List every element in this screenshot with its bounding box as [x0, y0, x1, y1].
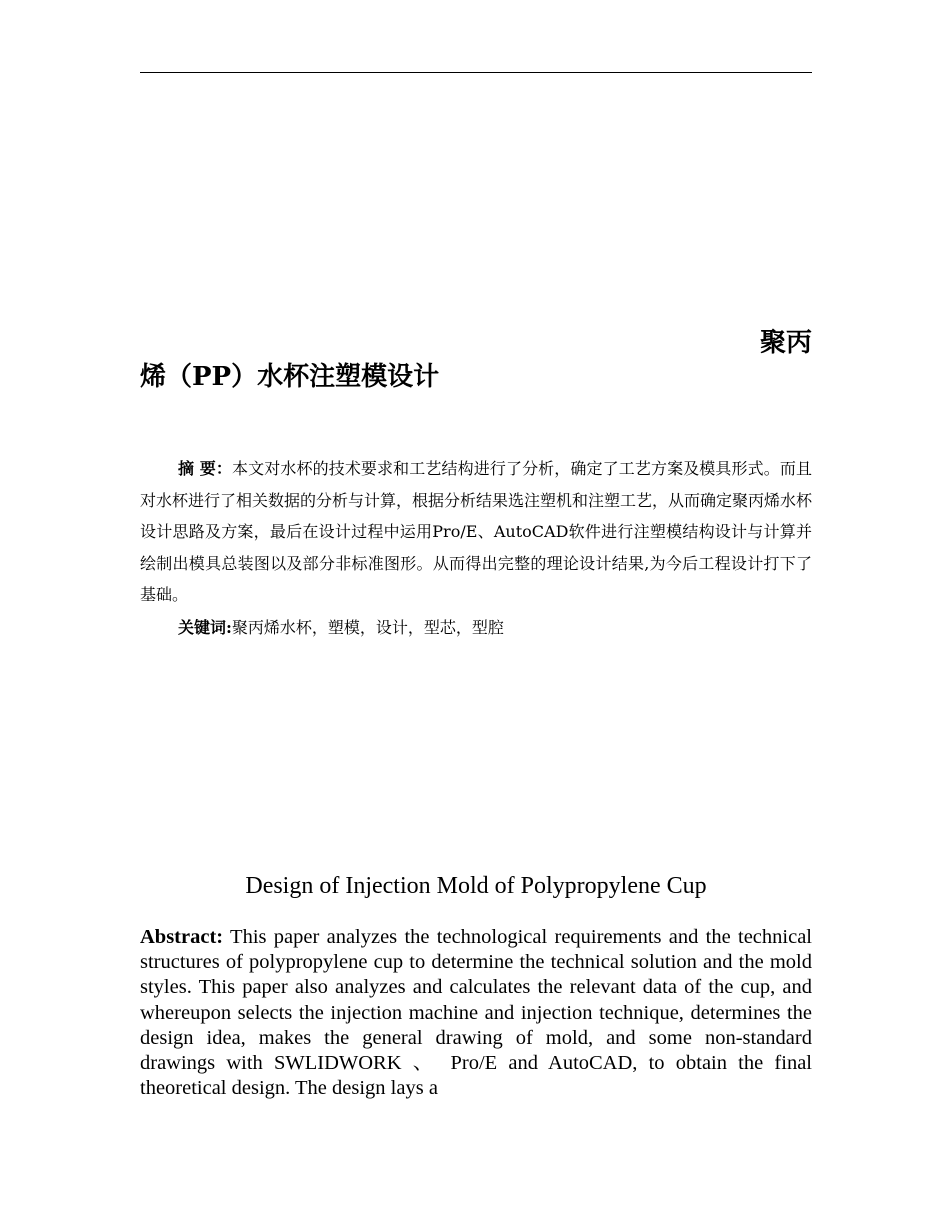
- chinese-abstract-label: 摘 要：: [178, 459, 233, 478]
- chinese-keywords-text: 聚丙烯水杯，塑模，设计，型芯，型腔: [231, 618, 504, 637]
- chinese-abstract-text: 本文对水杯的技术要求和工艺结构进行了分析，确定了工艺方案及模具形式。而且对水杯进行了相关数据的分析与计算，根据分析结果选注塑机和注塑工艺，从而确定聚丙烯水杯设计思路及方案，最后在设计过程中运用Pro/E、AutoCAD软件进行注塑模结构设计与计算并绘制出模具总装图以及部分非标准图形。从而得出完整的理论设计结果,为今后工程设计打下了基础。: [140, 459, 813, 604]
- chinese-keywords-label: 关键词:: [178, 618, 232, 637]
- english-abstract-text: This paper analyzes the technological requirements and the technical structures of polypropylene cup to determine the technical solution and the mold styles. This paper also analyzes and calculates the relevant data of the cup, and whereupon selects the injection machine and injection technique, determines the design idea, makes the general drawing of mold, and some non-standard drawings with SWLIDWORK 、 Pro/E and AutoCAD, to obtain the final theoretical design. The design lays a: [140, 926, 812, 1100]
- english-abstract: [140, 925, 812, 1101]
- english-title: Design of Injection Mold of Polypropylene Cup: [245, 873, 707, 899]
- chinese-abstract: [140, 453, 812, 611]
- chinese-title: [140, 326, 812, 394]
- chinese-title-line-2: 烯（PP）水杯注塑模设计: [140, 362, 440, 392]
- english-abstract-label: Abstract:: [140, 926, 224, 948]
- chinese-keywords: [178, 614, 812, 642]
- header-rule: [140, 72, 812, 73]
- chinese-title-line-1: 聚丙: [759, 328, 812, 358]
